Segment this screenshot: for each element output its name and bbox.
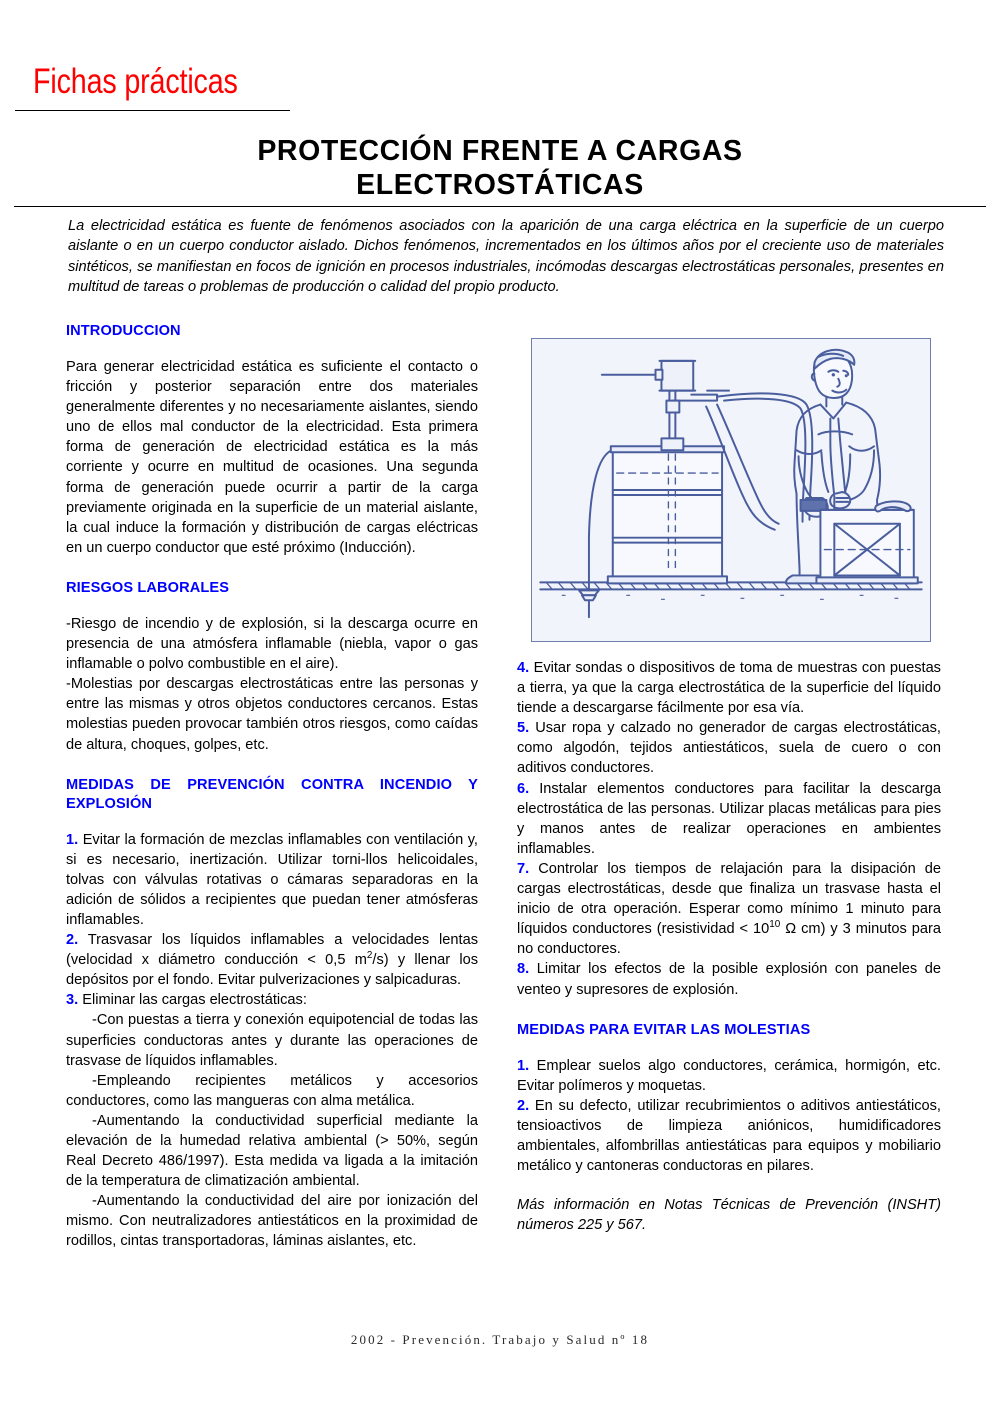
page-title-line-1: PROTECCIÓN FRENTE A CARGAS: [257, 135, 743, 167]
superscript-exponent: 10: [769, 919, 781, 931]
molestias-item-2: [517, 1096, 941, 1176]
prevencion-sub-item-2: -Empleando recipientes metálicos y accesorios conductores, como las mangueras con alma metálica.: [66, 1072, 478, 1109]
prevencion-sub-item-1: -Con puestas a tierra y conexión equipotencial de todas las superficies conductoras antes y durante las operaciones de trasvase de líquidos inflamables.: [66, 1012, 478, 1069]
section-heading-riesgos-laborales: RIESGOS LABORALES: [66, 579, 230, 596]
molestias-item-1: [517, 1056, 941, 1096]
prevencion-item-4: [517, 658, 941, 718]
riesgos-item-2: -Molestias por descargas electrostáticas entre las personas y entre las mismas y otros objetos conductores cercanos. Estas molestias pueden provocar también otros riesgos, como caídas de altura, choques, golpes, etc.: [66, 676, 478, 753]
prevencion-sub-item-3: -Aumentando la conductividad superficial mediante la elevación de la humedad relativa ambiental (> 50%, según Real Decreto 486/1997). Esta medida va ligada a la imitación de la temperatura de climatización ambiental.: [66, 1112, 478, 1190]
list-number: 1.: [66, 831, 79, 848]
list-text: Evitar la formación de mezclas inflamables con ventilación y, si es necesario, inertización. Utilizar torni-llos helicoidales, tolvas con válvulas rotativas o cámaras separadoras en la adición de sólidos a recipientes que puedan tener atmósferas inflamables.: [66, 831, 478, 928]
list-number: 4.: [517, 660, 530, 676]
left-column: [66, 322, 478, 1252]
section-heading-medidas-molestias: MEDIDAS PARA EVITAR LAS MOLESTIAS: [517, 1021, 811, 1038]
list-text: Limitar los efectos de la posible explosión con paneles de venteo y supresores de explosión.: [517, 961, 941, 998]
right-column: [517, 330, 941, 1235]
list-number: 7.: [517, 860, 530, 877]
spacer: [517, 1176, 941, 1195]
page-footer: 2002 - Prevención. Trabajo y Salud nº 18: [350, 1332, 650, 1347]
prevencion-item-2: [66, 930, 478, 990]
prevencion-item-7: [517, 859, 941, 959]
spacer: [517, 1000, 941, 1021]
title-divider: [14, 206, 986, 207]
prevencion-item-1: [66, 830, 478, 930]
list-text: Trasvasar los líquidos inflamables a velocidades lentas (velocidad x diámetro conducción < 0,5 m: [66, 932, 478, 969]
list-number: 5.: [517, 720, 530, 737]
list-text: Evitar sondas o dispositivos de toma de muestras con puestas a tierra, ya que la carga electrostática de la superficie del líquido tiende a descargarse fácilmente por esa vía.: [517, 660, 941, 717]
superscript-exponent: 2: [366, 950, 373, 962]
section-heading-medidas-prevencion: MEDIDAS DE PREVENCIÓN CONTRA INCENDIO Y EXPLOSIÓN: [66, 776, 478, 812]
spacer: [66, 755, 478, 776]
riesgos-item-1: -Riesgo de incendio y de explosión, si la descarga ocurre en presencia de una atmósfera inflamable (niebla, vapor o gas inflamable o polvo combustible en el aire).: [66, 615, 478, 673]
prevencion-item-3: [66, 990, 478, 1010]
prevencion-item-8: [517, 959, 941, 999]
page-title-line-2: ELECTROSTÁTICAS: [356, 169, 644, 201]
prevencion-item-5: [517, 718, 941, 778]
masthead-title: Fichas prácticas: [33, 62, 238, 101]
page-title: [130, 134, 870, 202]
prevencion-item-6: [517, 779, 941, 859]
list-text: Controlar los tiempos de relajación para la disipación de cargas electrostáticas, desde que finaliza un trasvase hasta el inicio de otra operación. Esperar como mínimo 1 minuto para líquidos conductores (resistividad < 10: [517, 860, 941, 938]
list-number: 3.: [66, 992, 79, 1009]
masthead: [0, 62, 1000, 124]
list-text: Eliminar las cargas electrostáticas:: [82, 992, 307, 1009]
figure-spacer: [517, 330, 941, 658]
list-number: 8.: [517, 961, 530, 978]
introduccion-paragraph: Para generar electricidad estática es suficiente el contacto o fricción y posterior separación entre dos materiales generalmente diferentes y no necesariamente aislantes, siendo uno de ellos mal conductor de la electricidad. Esta primera forma de generación de electricidad estática es la más corriente y ocurre en multitud de ocasiones. Una segunda forma de generación puede ocurrir a partir de la carga previamente originada en la superficie de un material aislante, la cual induce la formación y distribución de cargas eléctricas en un cuerpo conductor que esté próximo (Inducción).: [66, 359, 478, 556]
prevencion-sub-item-4: -Aumentando la conductividad del aire por ionización del mismo. Con neutralizadores antiestáticos en la proximidad de rodillos, cintas transportadoras, láminas aislantes, etc.: [66, 1193, 478, 1250]
list-text: Instalar elementos conductores para facilitar la descarga electrostática de las personas. Utilizar placas metálicas para pies y manos antes de realizar operaciones en ambientes inflamables.: [517, 780, 941, 857]
list-text-cont: /s) y llenar los depósitos por el fondo. Evitar pulverizaciones y salpicaduras.: [66, 952, 478, 989]
abstract-paragraph: La electricidad estática es fuente de fenómenos asociados con la aparición de una carga eléctrica en la superficie de un cuerpo aislante o en un cuerpo conductor aislado. Dichos fenómenos, incrementados en los últimos años por el creciente uso de materiales sintéticos, se manifiestan en focos de ignición en procesos industriales, incómodas descargas electrostáticas personales, presentes en multitud de tareas o problemas de producción o calidad del propio producto.: [68, 218, 944, 296]
more-information-note: Más información en Notas Técnicas de Prevención (INSHT) números 225 y 567.: [517, 1197, 941, 1234]
spacer: [66, 558, 478, 579]
list-number: 6.: [517, 780, 530, 797]
section-heading-introduccion: INTRODUCCION: [66, 323, 181, 339]
list-text: Emplear suelos algo conductores, cerámica, hormigón, etc. Evitar polímeros y moquetas.: [517, 1057, 941, 1094]
masthead-divider: [15, 110, 290, 111]
list-number: 1.: [517, 1057, 530, 1074]
list-text: Usar ropa y calzado no generador de cargas electrostáticas, como algodón, tejidos antiestáticos, suela de cuero o con aditivos conductores.: [517, 720, 941, 777]
list-number: 2.: [66, 932, 79, 949]
list-number: 2.: [517, 1097, 530, 1114]
list-text: En su defecto, utilizar recubrimientos o aditivos antiestáticos, tensioactivos de limpieza aniónicos, humidificadores ambientales, alfombrillas antiestáticas para equipos y mobiliario metálico y cantoneras conductoras en pilares.: [517, 1097, 941, 1175]
list-text-cont: Ω cm) y 3 minutos para no conductores.: [517, 921, 941, 958]
